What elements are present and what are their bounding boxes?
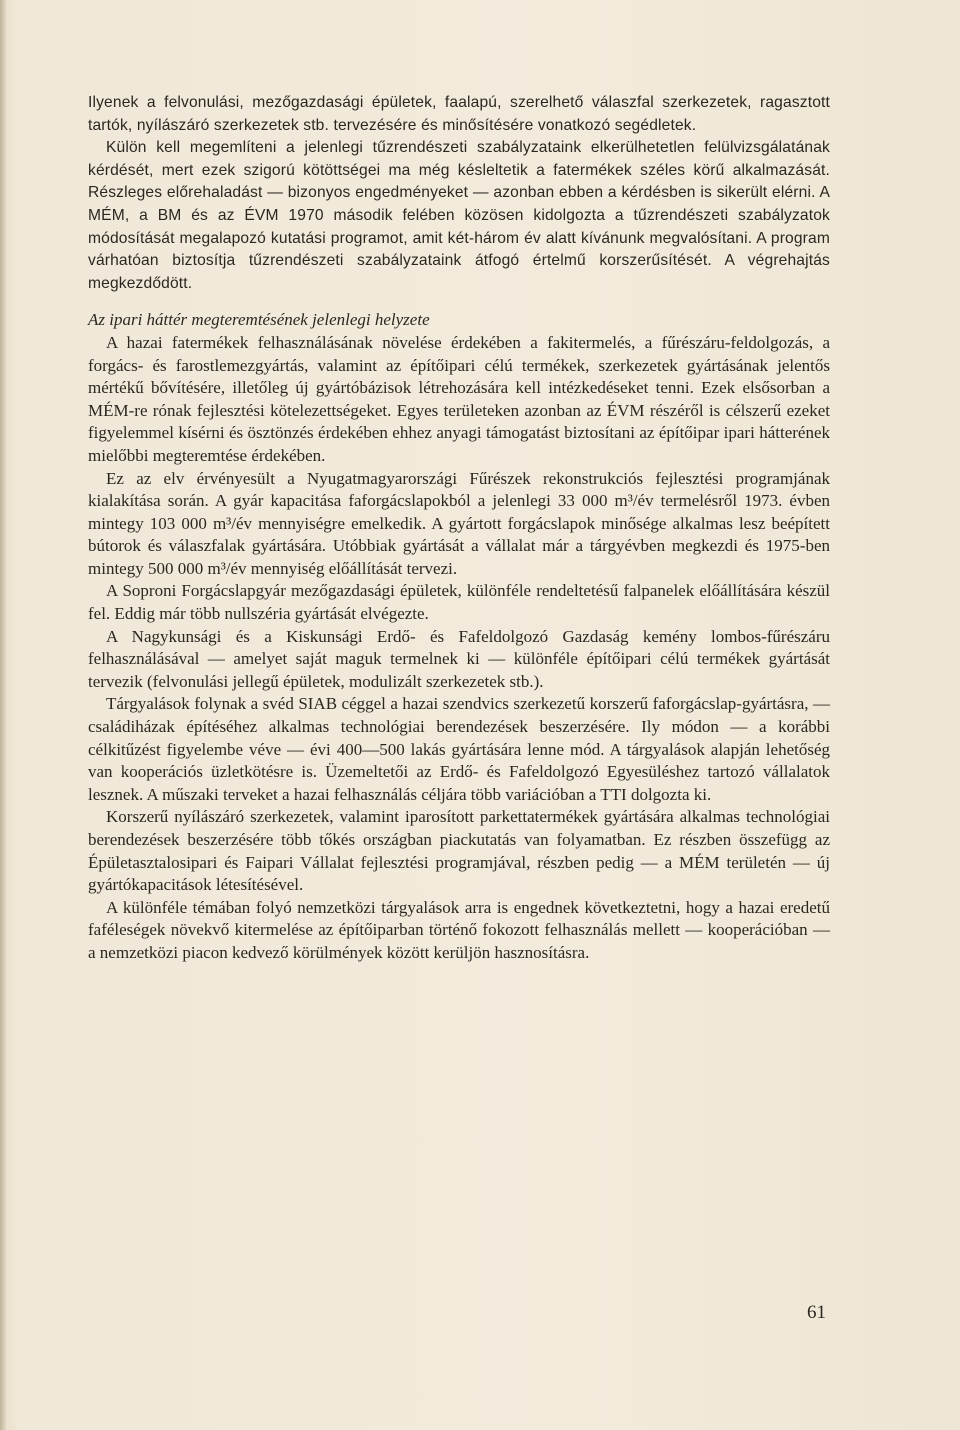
section-heading: Az ipari háttér megteremtésének jelenlegi helyzete bbox=[88, 310, 430, 330]
paragraph: A Soproni Forgácslapgyár mezőgazdasági épületek, különféle rendeltetésű falpanelek előállítására készül fel. Eddig már több nullszéria gyártását elvégezte. bbox=[88, 581, 830, 624]
paragraph: Tárgyalások folynak a svéd SIAB céggel a hazai szendvics szerkezetű korszerű faforgácslap-gyártásra, — családiházak építéséhez alkalmas technológiai berendezések beszerzésére. Ily módon — a korábbi célkitűzést figyelembe véve — évi 400—500 lakás gyártására lenne mód. A tárgyalások alapján lehetőség van kooperációs üzletkötésre is. Üzemeltetői az Erdő- és Fafeldolgozó Egyesüléshez tartozó vállalatok lesznek. A műszaki terveket a hazai felhasználás céljára több variációban a TTI dolgozta ki. bbox=[88, 694, 830, 804]
page-spine-shadow bbox=[0, 0, 6, 1430]
paragraph: Külön kell megemlíteni a jelenlegi tűzrendészeti szabályzataink elkerülhetetlen felülvizsgálatának kérdését, mert ezek szigorú kötöttségei ma még késleltetik a fatermékek széles körű alkalmazását. Részleges előrehaladást — bizonyos engedményeket — azonban ebben a kérdésben is sikerült elérni. A MÉM, a BM és az ÉVM 1970 második felében közösen kidolgozta a tűzrendészeti szabályzatok módosítását megalapozó kutatási programot, amit két-három év alatt kívánunk megvalósítani. A program várhatóan biztosítja tűzrendészeti szabályzataink átfogó értelmű korszerűsítését. A végrehajtás megkezdődött. bbox=[88, 139, 830, 292]
paragraph: A különféle témában folyó nemzetközi tárgyalások arra is engednek következtetni, hogy a hazai eredetű faféleségek növekvő kitermelése az építőiparban történő fokozott felhasználás mellett — kooperációban — a nemzetközi piacon kedvező körülmények között kerüljön hasznosításra. bbox=[88, 897, 830, 962]
paragraph: Korszerű nyílászáró szerkezetek, valamint iparosított parkettatermékek gyártására alkalmas technológiai berendezések beszerzésére több tőkés országban piackutatás van folyamatban. Ez részben összefügg az Épületasztalosipari és Faipari Vállalat fejlesztési programjával, részben pedig — a MÉM területén — új gyártókapacitások létesítésével. bbox=[88, 807, 830, 895]
paragraph: A hazai fatermékek felhasználásának növelése érdekében a fakitermelés, a fűrészáru-feldolgozás, a forgács- és farostlemezgyártás, valamint az építőipari célú termékek, szerkezetek gyártásának jelentős mértékű bővítésére, illetőleg új gyártóbázisok létrehozására kell intézkedéseket tenni. Ezek elsősorban a MÉM-re rónak fejlesztési kötelezettségeket. Egyes területeken azonban az ÉVM részéről is célszerű ezeket figyelemmel kísérni és ösztönzés érdekében ehhez anyagi támogatást biztosítani az építőipar ipari hátterének mielőbbi megteremtése érdekében. bbox=[88, 332, 830, 465]
paragraph: A Nagykunsági és a Kiskunsági Erdő- és Fafeldolgozó Gazdaság kemény lombos-fűrészáru felhasználásával — amelyet saját maguk termelnek ki — különféle építőipari célú termékek gyártását tervezik (felvonulási jellegű épületek, modulizált szerkezetek stb.). bbox=[88, 626, 830, 691]
paragraph: Ez az elv érvényesült a Nyugatmagyarországi Fűrészek rekonstrukciós fejlesztési programjának kialakítása során. A gyár kapacitása faforgácslapokból a jelenlegi 33 000 m³/év termelésről 1973. évben mintegy 103 000 m³/év mennyiségre emelkedik. A gyártott forgácslapok minősége alkalmas lesz beépített bútorok és válaszfalak gyártására. Utóbbiak gyártását a vállalat már a tárgyévben megkezdi és 1975-ben mintegy 500 000 m³/év mennyiség előállítását tervezi. bbox=[88, 468, 830, 578]
page-number: 61 bbox=[807, 1302, 826, 1323]
body-text bbox=[88, 92, 830, 965]
paragraph: Ilyenek a felvonulási, mezőgazdasági épületek, faalapú, szerelhető válaszfal szerkezetek, ragasztott tartók, nyílászáró szerkezetek stb. tervezésére és minősítésére vonatkozó segédletek. bbox=[88, 94, 830, 134]
